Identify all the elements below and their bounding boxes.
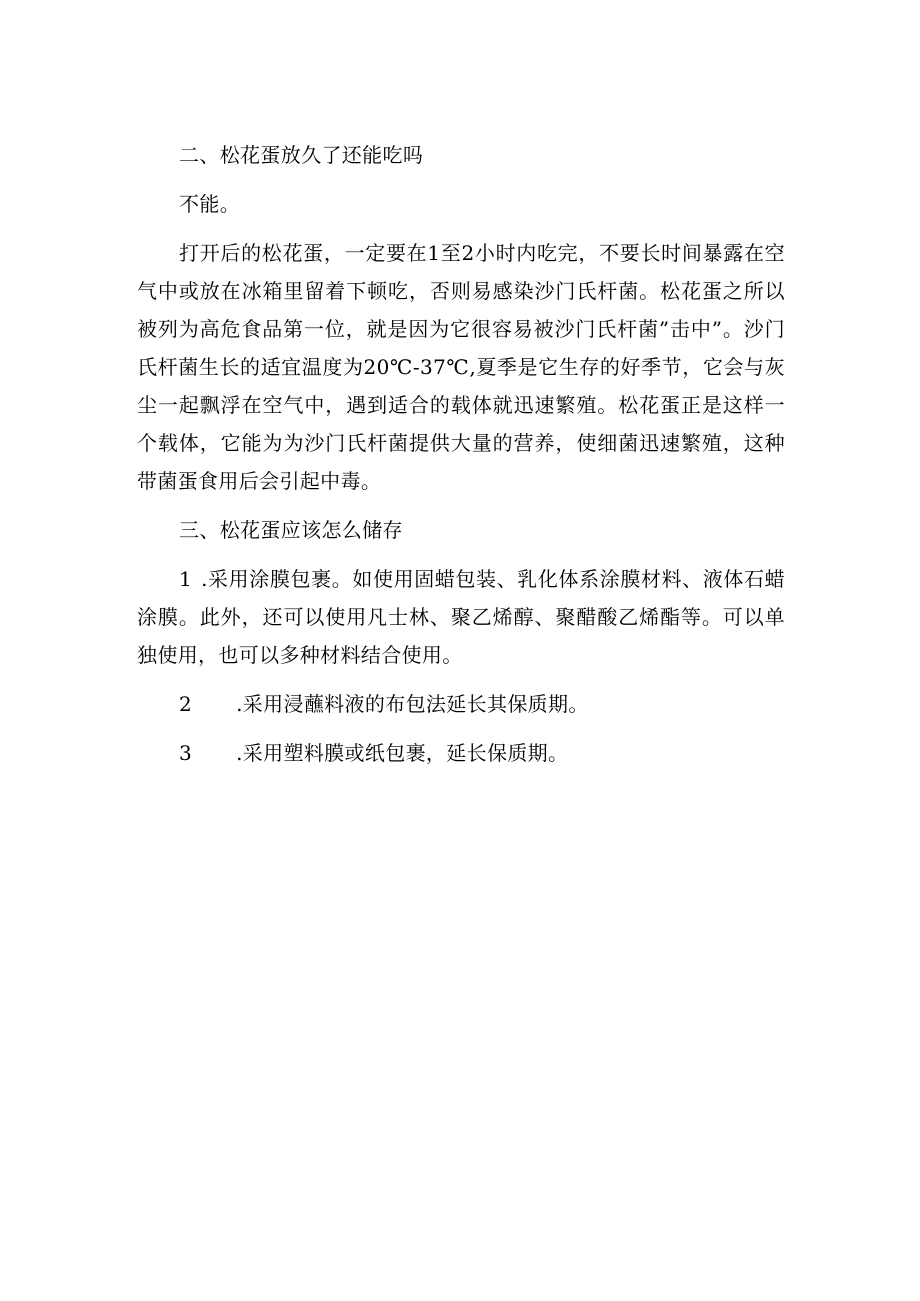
list-text: .采用浸蘸料液的布包法延长其保质期。 — [236, 692, 589, 716]
list-item-2 — [137, 685, 785, 723]
section-heading-2: 二、松花蛋放久了还能吃吗 — [179, 143, 424, 167]
answer-text: 不能。 — [179, 192, 241, 216]
list-number: 3 — [179, 741, 193, 765]
list-text: .采用涂膜包裹。如使用固蜡包装、乳化体系涂膜材料、液体石蜡涂膜。此外，还可以使用凡士林、聚乙烯醇、聚醋酸乙烯酯等。可以单独使用，也可以多种材料结合使用。 — [137, 567, 785, 667]
list-number: 1 — [179, 567, 193, 591]
list-item-1 — [137, 560, 785, 674]
list-number: 2 — [179, 692, 193, 716]
list-item-3 — [137, 734, 785, 772]
document-content — [137, 136, 785, 783]
section-heading-3: 三、松花蛋应该怎么储存 — [179, 518, 403, 542]
list-text: .采用塑料膜或纸包裹，延长保质期。 — [236, 741, 569, 765]
body-paragraph: 打开后的松花蛋，一定要在1至2小时内吃完，不要长时间暴露在空气中或放在冰箱里留着下顿吃，否则易感染沙门氏杆菌。松花蛋之所以被列为高危食品第一位，就是因为它很容易被沙门氏杆菌”击中”。沙门氏杆菌生长的适宜温度为20℃-37℃,夏季是它生存的好季节，它会与灰尘一起飘浮在空气中，遇到适合的载体就迅速繁殖。松花蛋正是这样一个载体，它能为为沙门氏杆菌提供大量的营养，使细菌迅速繁殖，这种带菌蛋食用后会引起中毒。 — [137, 241, 785, 493]
